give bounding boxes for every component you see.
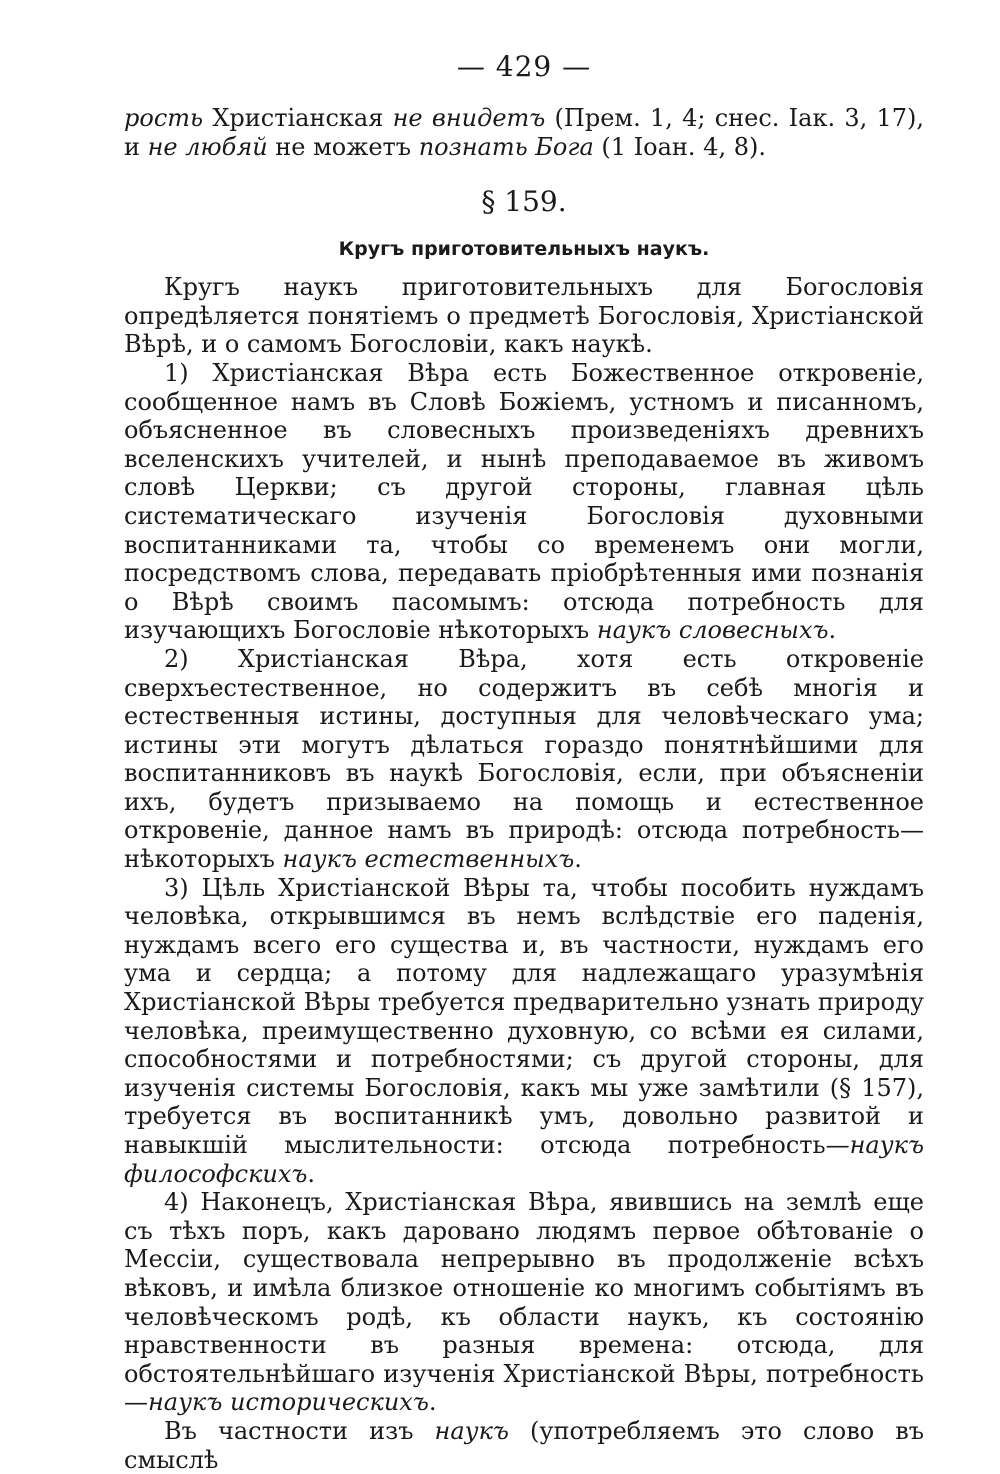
paragraph-0: Кругъ наукъ приготовительныхъ для Богословія опредѣляется понятіемъ о предметѣ Богословія, Христіанской Вѣрѣ, и о самомъ Богословіи, какъ наукѣ. [124,273,924,359]
paragraph-1-tail: . [828,616,837,645]
paragraph-1-text: 1) Христіанская Вѣра есть Божественное откровеніе, сообщенное намъ въ Словѣ Божіемъ, устномъ и писанномъ, объясненное въ словесныхъ произведеніяхъ древнихъ вселенскихъ учителей, и нынѣ преподаваемое въ живомъ словѣ Церкви; съ другой стороны, главная цѣль систематическаго изученія Богословія духовными воспитанниками та, чтобы со временемъ они могли, посредствомъ слова, передавать пріобрѣтенныя ими познанія о Вѣрѣ своимъ пасомымъ: отсюда потребность для изучающихъ Богословіе нѣкоторыхъ [124,358,924,645]
paragraph-5-text-2: (употребляемъ это слово въ смыслѣ [124,1416,925,1474]
section-number: § 159. [481,185,567,219]
paragraph-2 [124,645,924,874]
intro-paragraph [124,104,924,161]
page-number: — 429 — [456,50,592,83]
intro-emphasis-2: не внидетъ [392,104,546,132]
paragraph-3-tail: . [307,1159,316,1188]
paragraph-4-emphasis: наукъ историческихъ [148,1388,429,1417]
paragraph-3-emphasis: наукъ философскихъ [124,1131,924,1188]
paragraph-2-tail: . [574,845,582,874]
paragraph-5 [124,1417,924,1474]
intro-text-4: (1 Іоан. 4, 8). [593,132,766,161]
intro-emphasis-4: познать Бога [418,132,594,161]
intro-text-1: Христіанская [203,104,393,132]
paragraph-4-tail: . [428,1388,437,1417]
paragraph-5-text-1: Въ частности изъ [164,1416,435,1445]
book-page [124,50,924,1474]
section-title: Кругъ приготовительныхъ наукъ. [338,238,710,261]
paragraph-1 [124,359,924,645]
paragraph-2-emphasis: наукъ естественныхъ [282,845,575,874]
intro-emphasis-3: не любяй [147,132,268,161]
paragraph-5-emphasis: наукъ [434,1416,509,1445]
intro-text-2: (Прем. 1, 4; снес. Іак. 3, 17), и [124,104,925,161]
intro-text-3: не можетъ [267,132,419,161]
intro-emphasis-1: рость [124,104,204,132]
paragraph-4 [124,1188,924,1417]
paragraph-1-emphasis: наукъ словесныхъ [596,616,829,645]
paragraph-3 [124,874,924,1189]
paragraph-4-text: 4) Наконецъ, Христіанская Вѣра, явившись на землѣ еще съ тѣхъ поръ, какъ даровано людямъ первое обѣтованіе о Мессіи, существовала непрерывно въ продолженіе всѣхъ вѣковъ, и имѣла близкое отношеніе ко многимъ событіямъ въ человѣческомъ родѣ, къ области наукъ, къ состоянію нравственности въ разныя времена: отсюда, для обстоятельнѣйшаго изученія Христіанской Вѣры, потребность— [124,1188,924,1417]
paragraph-2-text: 2) Христіанская Вѣра, хотя есть откровеніе сверхъестественное, но содержитъ въ себѣ многія и естественныя истины, доступныя для человѣческаго ума; истины эти могутъ дѣлаться гораздо понятнѣйшими для воспитанниковъ въ наукѣ Богословія, если, при объясненіи ихъ, будетъ призываемо на помощь и естественное откровеніе, данное намъ въ природѣ: отсюда потребность—нѣкоторыхъ [124,644,924,874]
paragraph-3-text: 3) Цѣль Христіанской Вѣры та, чтобы пособить нуждамъ человѣка, открывшимся въ немъ вслѣдствіе его паденія, нуждамъ всего его существа и, въ частности, нуждамъ его ума и сердца; а потому для надлежащаго уразумѣнія Христіанской Вѣры требуется предварительно узнать природу человѣка, преимущественно духовную, со всѣми ея силами, способностями и потребностями; съ другой стороны, для изученія системы Богословія, какъ мы уже замѣтили (§ 157), требуется въ воспитанникѣ умъ, довольно развитой и навыкшій мыслительности: отсюда потребность— [124,873,924,1159]
